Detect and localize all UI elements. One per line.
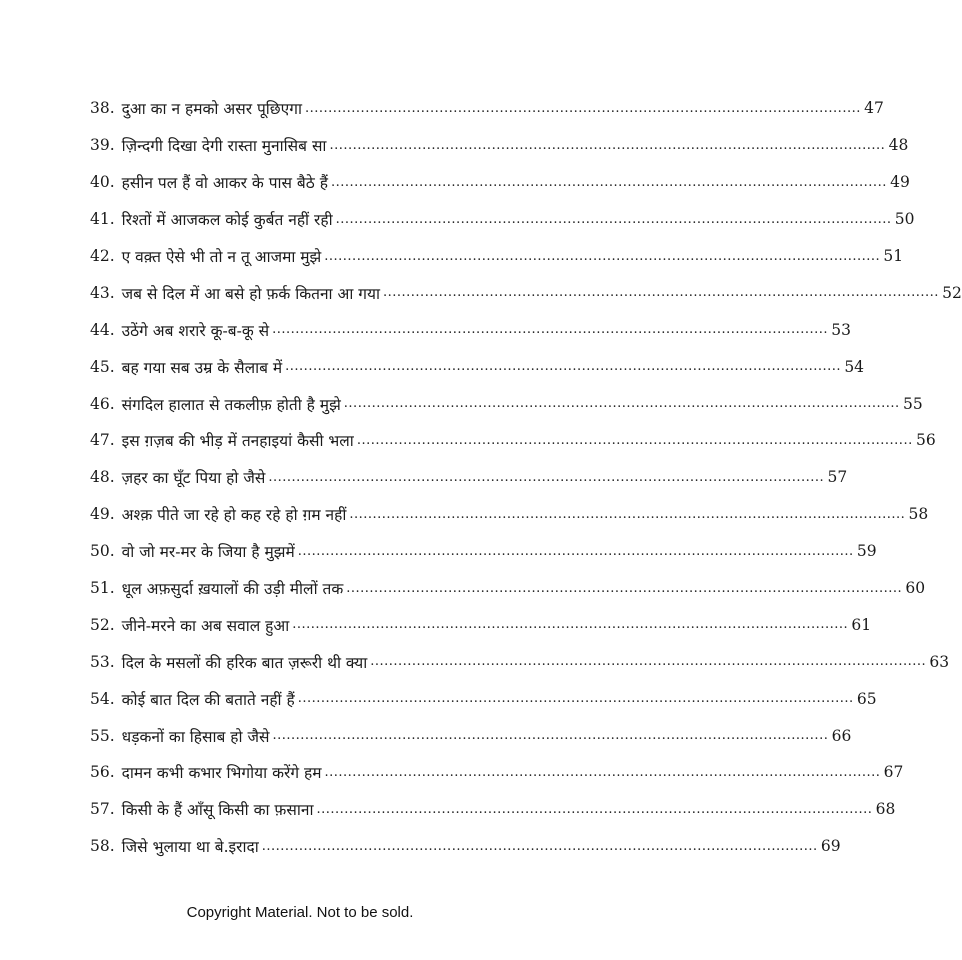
copyright-footer: Copyright Material. Not to be sold.: [186, 904, 414, 921]
toc-dot-leader: ........................................................................................................................: [268, 469, 825, 485]
toc-dot-leader: ........................................................................................................................: [272, 322, 829, 338]
toc-dot-leader: ........................................................................................................................: [297, 691, 854, 707]
toc-entry-number: 39.: [90, 136, 115, 155]
toc-entry-page: 61: [851, 615, 872, 634]
toc-entry: [90, 828, 841, 865]
toc-dot-leader: ........................................................................................................................: [304, 100, 861, 116]
toc-entry: [90, 496, 929, 533]
toc-entry-title: जब से दिल में आ बसे हो फ़र्क कितना आ गया: [121, 284, 380, 303]
toc-entry-number: 41.: [90, 210, 115, 229]
toc-entry-title: बह गया सब उम्र के सैलाब में: [121, 358, 283, 377]
toc-entry-page: 51: [883, 247, 904, 265]
toc-entry: [90, 90, 884, 127]
toc-dot-leader: ........................................................................................................................: [329, 137, 886, 153]
toc-entry-number: 45.: [90, 357, 115, 376]
toc-entry-title: दामन कभी कभार भिगोया करेंगे हम: [121, 764, 322, 783]
toc-entry-number: 43.: [90, 283, 115, 302]
toc-entry: [90, 459, 848, 496]
toc-dot-leader: ........................................................................................................................: [335, 211, 892, 227]
toc-entry-page: 59: [856, 542, 877, 561]
toc-entry: [90, 311, 852, 348]
toc-entry-page: 47: [864, 99, 884, 118]
toc-entry: [90, 533, 877, 570]
toc-dot-leader: ........................................................................................................................: [292, 617, 849, 633]
toc-entry-page: 49: [890, 173, 910, 192]
toc-entry-page: 69: [820, 837, 841, 856]
toc-entry: [90, 422, 936, 459]
toc-entry-page: 52: [942, 283, 962, 302]
toc-dot-leader: ........................................................................................................................: [261, 838, 818, 854]
toc-dot-leader: ........................................................................................................................: [349, 506, 906, 522]
toc-entry-number: 58.: [90, 837, 115, 856]
toc-entry: [90, 127, 909, 164]
toc-entry: [90, 717, 852, 754]
toc-entry-title: ज़िन्दगी दिखा देगी रास्ता मुनासिब सा: [121, 137, 327, 156]
toc-entry-number: 57.: [90, 800, 115, 819]
toc-entry-number: 38.: [90, 99, 115, 118]
toc-dot-leader: ........................................................................................................................: [356, 432, 913, 448]
toc-dot-leader: ........................................................................................................................: [330, 174, 887, 190]
toc-entry-number: 54.: [90, 689, 115, 708]
toc-entry-number: 47.: [90, 431, 115, 450]
toc-entry-page: 63: [929, 652, 950, 671]
toc-entry: [90, 164, 910, 201]
toc-dot-leader: ........................................................................................................................: [324, 248, 881, 264]
toc-dot-leader: ........................................................................................................................: [316, 801, 873, 817]
toc-entry-page: 55: [902, 394, 923, 413]
toc-entry-number: 44.: [90, 320, 115, 339]
toc-entry-title: धूल अफ़सुर्दा ख़यालों की उड़ी मीलों तक: [121, 580, 344, 599]
toc-entry-title: ए वक़्त ऐसे भी तो न तू आजमा मुझे: [121, 248, 322, 266]
toc-entry-title: कोई बात दिल की बताते नहीं हैं: [121, 690, 295, 709]
toc-entry-number: 51.: [90, 579, 115, 598]
toc-entry: [90, 791, 896, 828]
toc-entry-page: 66: [831, 726, 852, 745]
toc-entry-number: 56.: [90, 763, 115, 782]
toc-entry-page: 56: [915, 431, 936, 450]
toc-entry: [90, 238, 904, 275]
toc-entry-page: 65: [856, 689, 877, 708]
toc-entry: [90, 606, 872, 643]
toc-entry-title: ज़हर का घूँट पिया हो जैसे: [121, 469, 266, 488]
toc-entry-page: 67: [883, 763, 904, 782]
toc-entry-title: किसी के हैं आँसू किसी का फ़साना: [121, 801, 314, 820]
toc-entry-page: 58: [908, 505, 929, 524]
toc-entry-title: उठेंगे अब शरारे कू-ब-कू से: [121, 321, 270, 340]
toc-entry-title: वो जो मर-मर के जिया है मुझमें: [121, 543, 295, 562]
toc-entry-title: दिल के मसलों की हरिक बात ज़रूरी थी क्या: [121, 653, 368, 672]
toc-entry: [90, 274, 962, 311]
toc-dot-leader: ........................................................................................................................: [346, 580, 903, 596]
toc-entry-number: 53.: [90, 652, 115, 671]
toc-entry-page: 68: [875, 800, 896, 819]
toc-dot-leader: ........................................................................................................................: [324, 764, 881, 780]
toc-entry-page: 50: [894, 210, 915, 229]
toc-entry-title: दुआ का न हमको असर पूछिएगा: [121, 100, 302, 119]
toc-dot-leader: ........................................................................................................................: [343, 396, 900, 412]
toc-entry-number: 52.: [90, 615, 115, 634]
toc-entry-title: धड़कनों का हिसाब हो जैसे: [121, 727, 270, 746]
toc-entry-number: 49.: [90, 505, 115, 524]
toc-entry-title: अश्क़ पीते जा रहे हो कह रहे हो ग़म नहीं: [121, 506, 347, 525]
toc-entry-number: 40.: [90, 173, 115, 192]
toc-entry-page: 60: [905, 579, 926, 598]
toc-entry-number: 48.: [90, 468, 115, 487]
toc-entry-title: संगदिल हालात से तकलीफ़ होती है मुझे: [121, 395, 341, 414]
toc-dot-leader: ........................................................................................................................: [297, 543, 854, 559]
table-of-contents: [90, 90, 962, 865]
toc-entry: [90, 643, 950, 680]
toc-dot-leader: ........................................................................................................................: [370, 654, 927, 670]
toc-dot-leader: ........................................................................................................................: [272, 728, 829, 744]
toc-entry-page: 53: [831, 320, 852, 339]
toc-entry-title: जिसे भुलाया था बे.इरादा: [121, 838, 259, 857]
toc-entry-number: 42.: [90, 247, 115, 265]
toc-entry-number: 50.: [90, 542, 115, 561]
toc-entry: [90, 680, 877, 717]
toc-entry-page: 54: [844, 357, 865, 376]
toc-entry-title: जीने-मरने का अब सवाल हुआ: [121, 616, 290, 635]
toc-entry-page: 57: [827, 468, 848, 487]
toc-entry-number: 46.: [90, 394, 115, 413]
toc-entry: [90, 385, 923, 422]
toc-entry-title: हसीन पल हैं वो आकर के पास बैठे हैं: [121, 174, 328, 193]
toc-entry: [90, 201, 915, 238]
toc-entry: [90, 570, 926, 607]
toc-dot-leader: ........................................................................................................................: [383, 285, 939, 301]
toc-entry-title: इस ग़ज़ब की भीड़ में तनहाइयां कैसी भला: [121, 432, 354, 451]
toc-entry-number: 55.: [90, 726, 115, 745]
toc-entry-title: रिश्तों में आजकल कोई कुर्बत नहीं रही: [121, 211, 333, 230]
toc-dot-leader: ........................................................................................................................: [285, 359, 842, 375]
toc-entry: [90, 348, 865, 385]
toc-entry-page: 48: [888, 136, 909, 155]
toc-entry: [90, 754, 904, 791]
